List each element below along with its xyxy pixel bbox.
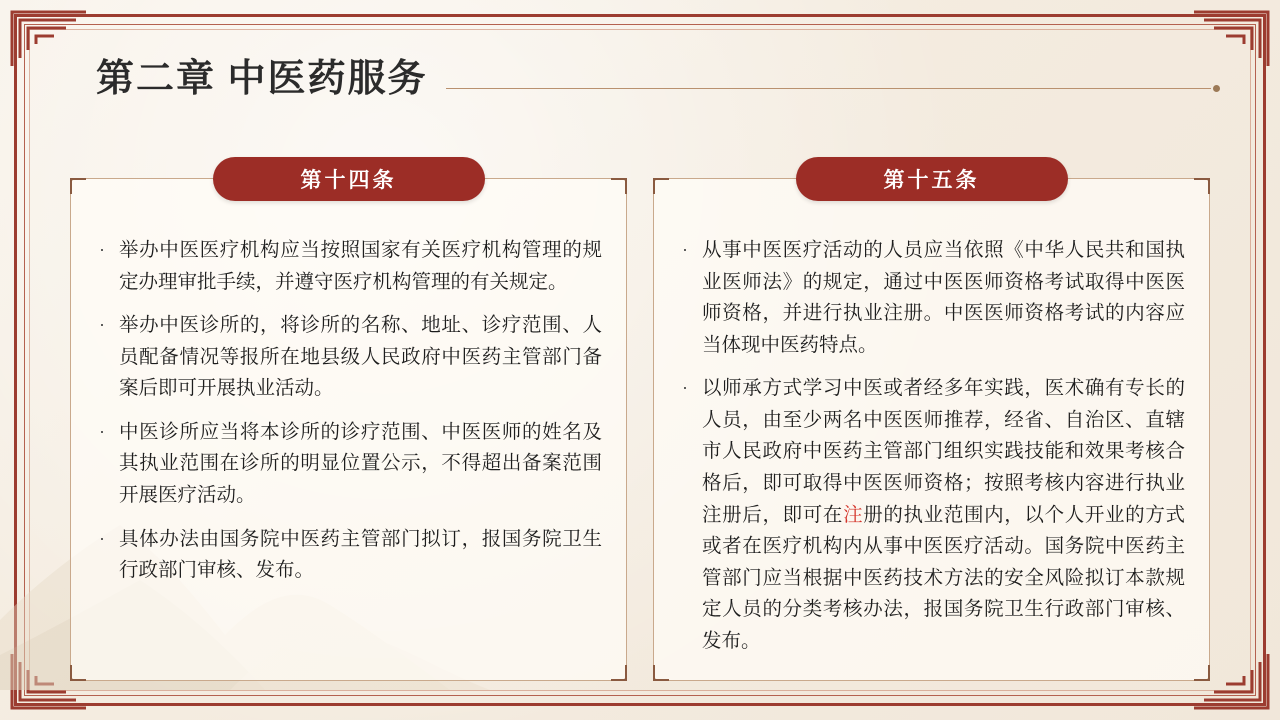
list-item-text: 举办中医诊所的，将诊所的名称、地址、诊疗范围、人员配备情况等报所在地县级人民政府中医药主管部门备案后即可开展执业活动。 [119, 314, 602, 400]
bullet-icon: · [682, 239, 688, 259]
list-item [93, 310, 602, 405]
card-corner-tick [1194, 665, 1210, 681]
list-item-text: 具体办法由国务院中医药主管部门拟订，报国务院卫生行政部门审核、发布。 [119, 527, 602, 582]
card-corner-tick [611, 665, 627, 681]
bullet-icon: · [99, 239, 105, 259]
page-title-bar [96, 44, 1220, 104]
card-corner-tick [653, 178, 669, 194]
highlighted-text: 注 [843, 503, 864, 526]
page-title: 第二章 中医药服务 [96, 57, 428, 100]
list-item [93, 524, 602, 587]
list-item-text-before: 以师承方式学习中医或者经多年实践，医术确有专长的人员，由至少两名中医医师推荐，经省、自治区、直辖市人民政府中医药主管部门组织实践技能和效果考核合格后，即可取得中医医师资格；按照考核内容进行执业注册后，即可在 [702, 377, 1185, 526]
title-end-dot-icon [1213, 85, 1220, 92]
list-item-text-after: 册的执业范围内，以个人开业的方式或者在医疗机构内从事中医医疗活动。国务院中医药主管部门应当根据中医药技术方法的安全风险拟订本款规定人员的分类考核办法，报国务院卫生行政部门审核、发布。 [702, 503, 1185, 652]
list-item-text: 中医诊所应当将本诊所的诊疗范围、中医医师的姓名及其执业范围在诊所的明显位置公示，不得超出备案范围开展医疗活动。 [119, 420, 602, 507]
card-corner-tick [70, 178, 86, 194]
list-item-text: 举办中医医疗机构应当按照国家有关医疗机构管理的规定办理审批手续，并遵守医疗机构管理的有关规定。 [119, 239, 602, 293]
card-corner-tick [1194, 178, 1210, 194]
article-badge-15: 第十五条 [796, 157, 1068, 201]
article-card-14 [70, 169, 627, 681]
bullet-icon: · [99, 420, 105, 441]
title-divider [446, 88, 1211, 89]
list-item [676, 373, 1185, 657]
article-15-list [676, 235, 1185, 658]
article-14-list [93, 235, 602, 587]
list-item [93, 235, 602, 298]
bullet-icon: · [99, 314, 105, 335]
list-item [93, 417, 602, 512]
card-corner-tick [70, 665, 86, 681]
article-card-15 [653, 169, 1210, 681]
bullet-icon: · [682, 377, 688, 398]
article-badge-14: 第十四条 [213, 157, 485, 201]
card-corner-tick [653, 665, 669, 681]
list-item-text: 从事中医医疗活动的人员应当依照《中华人民共和国执业医师法》的规定，通过中医医师资格考试取得中医医师资格，并进行执业注册。中医医师资格考试的内容应当体现中医药特点。 [702, 239, 1185, 356]
bullet-icon: · [99, 527, 105, 548]
list-item [676, 235, 1185, 361]
content-cards [70, 169, 1210, 681]
corner-ornament-icon [10, 10, 88, 68]
card-corner-tick [611, 178, 627, 194]
